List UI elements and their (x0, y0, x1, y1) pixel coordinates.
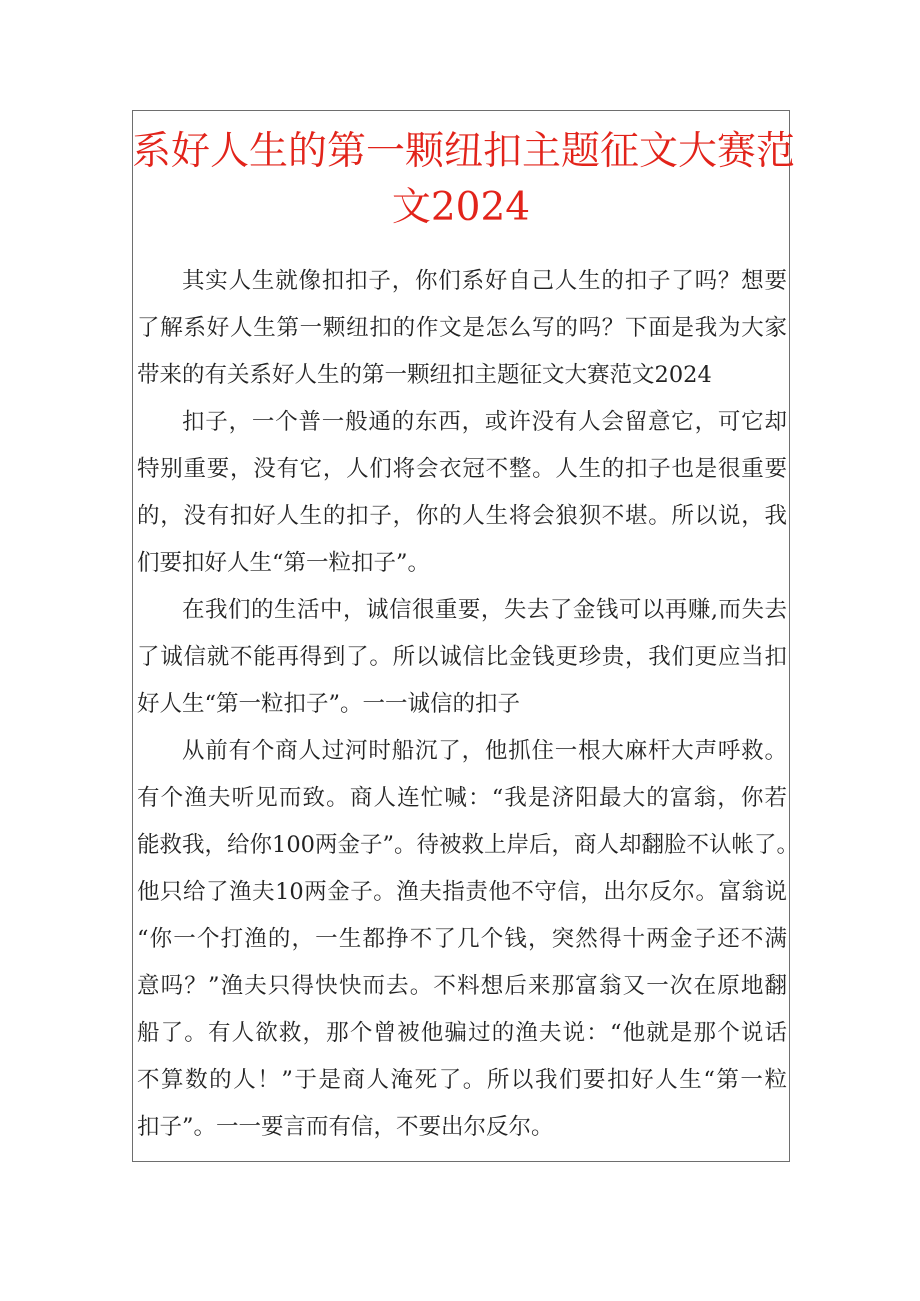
text-line: 意吗？”渔夫只得快快而去。不料想后来那富翁又一次在原地翻 (137, 973, 787, 999)
title-line: 文2024 (391, 185, 531, 230)
paragraph (137, 399, 787, 587)
text-line: 带来的有关系好人生的第一颗纽扣主题征文大赛范文2024 (137, 362, 712, 388)
text-line: 有个渔夫听见而致。商人连忙喊：“我是济阳最大的富翁，你若 (137, 785, 787, 811)
text-line: 了解系好人生第一颗纽扣的作文是怎么写的吗？下面是我为大家 (137, 315, 787, 341)
text-line: “你一个打渔的，一生都挣不了几个钱，突然得十两金子还不满 (137, 926, 787, 952)
text-line: 他只给了渔夫10两金子。渔夫指责他不守信，出尔反尔。富翁说 (137, 879, 787, 905)
document-body (137, 258, 799, 1151)
text-line: 特别重要，没有它，人们将会衣冠不整。人生的扣子也是很重要 (137, 456, 787, 482)
text-line: 扣子，一个普一般通的东西，或许没有人会留意它，可它却 (182, 409, 787, 435)
document-title (132, 124, 796, 236)
text-line: 好人生“第一粒扣子”。一一诚信的扣子 (137, 691, 521, 717)
text-line: 了诚信就不能再得到了。所以诚信比金钱更珍贵，我们更应当扣 (137, 644, 787, 670)
text-line: 们要扣好人生“第一粒扣子”。 (137, 550, 431, 576)
paragraph (137, 587, 787, 728)
paragraph (137, 728, 799, 1151)
text-line: 在我们的生活中，诚信很重要，失去了金钱可以再赚,而失去 (182, 597, 787, 623)
text-line: 能救我，给你100两金子”。待被救上岸后，商人却翻脸不认帐了。 (137, 832, 799, 858)
text-line: 的，没有扣好人生的扣子，你的人生将会狼狈不堪。所以说，我 (137, 503, 787, 529)
paragraph (137, 258, 787, 399)
title-line: 系好人生的第一颗纽扣主题征文大赛范 (132, 129, 796, 174)
text-line: 不算数的人！”于是商人淹死了。所以我们要扣好人生“第一粒 (137, 1067, 787, 1093)
text-line: 其实人生就像扣扣子，你们系好自己人生的扣子了吗？想要 (182, 268, 787, 294)
text-line: 从前有个商人过河时船沉了，他抓住一根大麻杆大声呼救。 (182, 738, 787, 764)
text-line: 船了。有人欲救，那个曾被他骗过的渔夫说：“他就是那个说话 (137, 1020, 787, 1046)
text-line: 扣子”。一一要言而有信，不要出尔反尔。 (137, 1114, 554, 1140)
